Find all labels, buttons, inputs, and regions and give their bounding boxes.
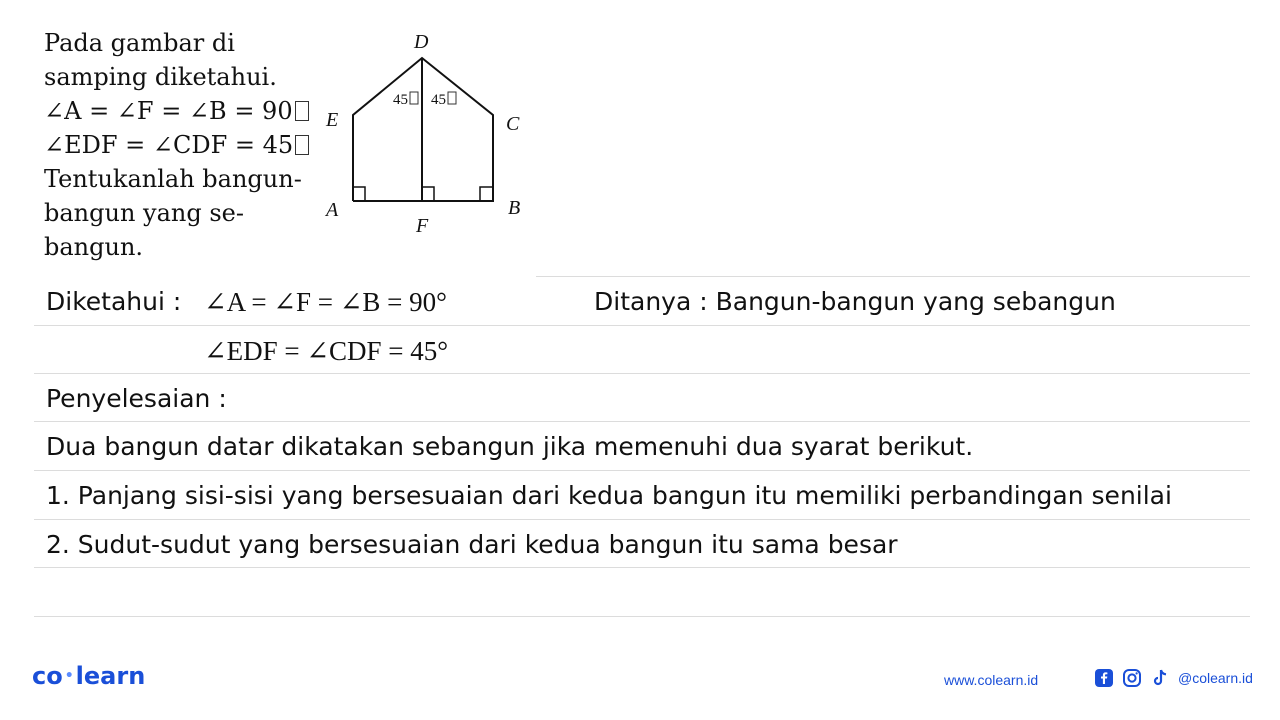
given-angles-45: ∠EDF = ∠CDF = 45 [44, 131, 294, 159]
divider [34, 373, 1250, 374]
logo-text-learn: learn [75, 662, 146, 690]
website-link[interactable]: www.colearn.id [944, 672, 1039, 688]
label-E: E [326, 109, 339, 131]
problem-line: Pada gambar di [44, 29, 235, 57]
instagram-icon[interactable] [1122, 668, 1142, 688]
label-F: F [416, 215, 429, 237]
divider [34, 616, 1250, 617]
right-angle-B [480, 187, 493, 201]
label-A: A [326, 199, 339, 221]
condition-1: 1. Panjang sisi-sisi yang bersesuaian dari kedua bangun itu memiliki perbandingan senilai [46, 481, 1172, 510]
divider [34, 519, 1250, 520]
angle-CDF-value: 45 [431, 92, 446, 108]
colearn-logo [32, 662, 145, 690]
condition-2: 2. Sudut-sudut yang bersesuaian dari kedua bangun itu sama besar [46, 530, 898, 559]
known-angles-45: ∠EDF = ∠CDF = 45° [204, 336, 449, 366]
solution-intro: Dua bangun datar dikatakan sebangun jika memenuhi dua syarat berikut. [46, 432, 974, 461]
facebook-icon[interactable] [1094, 668, 1114, 688]
given-angles-90: ∠A = ∠F = ∠B = 90 [44, 97, 293, 125]
solution-label: Penyelesaian : [46, 384, 227, 413]
right-angle-F [422, 187, 434, 201]
asked-text: Ditanya : Bangun-bangun yang sebangun [594, 287, 1116, 316]
divider [34, 421, 1250, 422]
problem-line [44, 128, 324, 162]
logo-dot: • [64, 668, 74, 684]
degree-box-right [448, 92, 456, 104]
problem-line: bangun yang se- [44, 199, 244, 227]
degree-box-left [410, 92, 418, 104]
logo-text-co: co [32, 662, 63, 690]
divider [536, 276, 1250, 277]
tiktok-icon[interactable] [1150, 668, 1170, 688]
problem-line: bangun. [44, 233, 144, 261]
known-label: Diketahui : [46, 287, 182, 316]
pentagon-figure [310, 20, 540, 240]
social-handle[interactable]: @colearn.id [1178, 670, 1253, 686]
problem-statement [44, 26, 324, 264]
label-D: D [414, 31, 429, 53]
right-angle-A [353, 187, 365, 201]
known-angles-90: ∠A = ∠F = ∠B = 90° [204, 287, 447, 317]
divider [34, 325, 1250, 326]
problem-line [44, 94, 324, 128]
divider [34, 470, 1250, 471]
angle-EDF-value: 45 [393, 92, 408, 108]
social-links [1094, 668, 1253, 688]
problem-line: samping diketahui. [44, 63, 277, 91]
label-C: C [506, 113, 520, 135]
divider [34, 567, 1250, 568]
problem-line: Tentukanlah bangun- [44, 165, 302, 193]
label-B: B [508, 197, 521, 219]
